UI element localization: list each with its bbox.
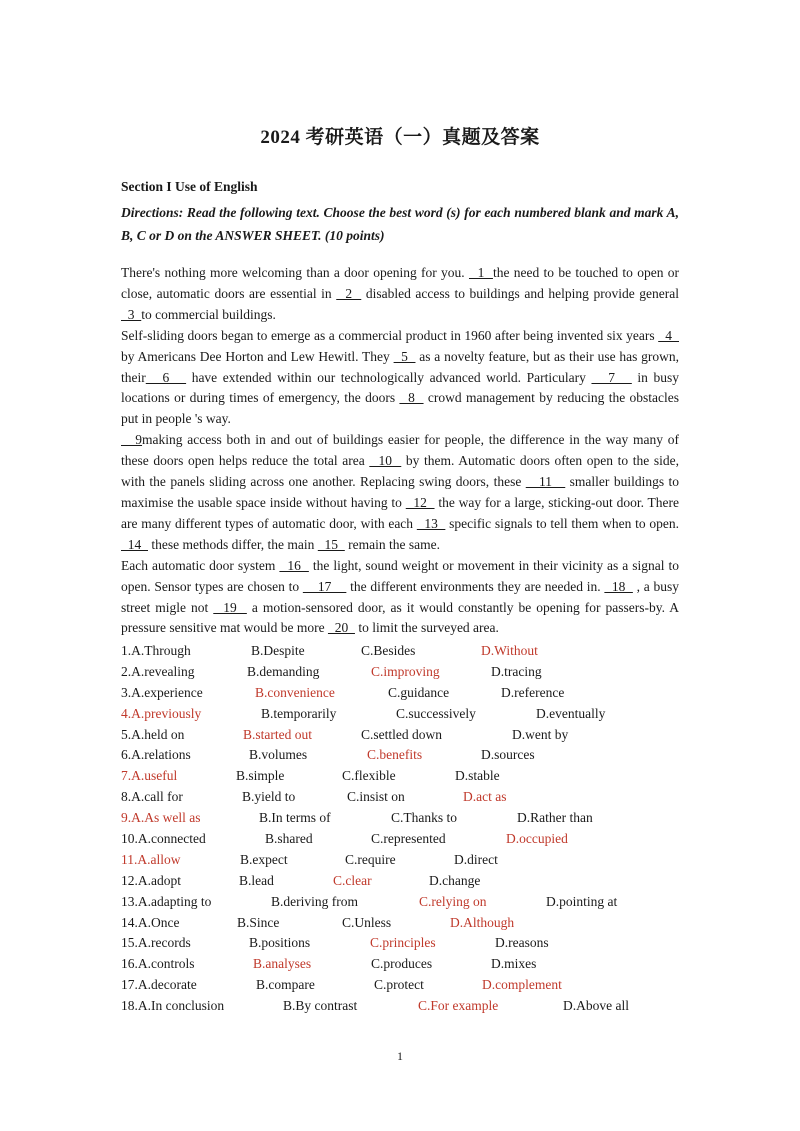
option-a: 10.A.connected (121, 831, 206, 847)
option-b: B.shared (265, 831, 313, 847)
option-b: B.compare (256, 977, 315, 993)
option-c: C.represented (371, 831, 446, 847)
option-c: C.require (345, 851, 396, 867)
option-b: B.Despite (251, 643, 305, 658)
blank-13: 13 (416, 515, 446, 531)
question-row (121, 871, 681, 892)
option-b: B.Since (237, 914, 280, 930)
question-row (121, 850, 681, 871)
page-number: 1 (397, 1049, 403, 1063)
option-d: D.Rather than (517, 810, 593, 826)
option-d: D.reference (501, 684, 565, 700)
question-row (121, 892, 681, 913)
question-row (121, 766, 681, 787)
passage-paragraph-1: There's nothing more welcoming than a door opening for you. 1 the need to be touched to open or close, automatic doors are essential in 2 disabled access to buildings and helping provide general 3 to commercial buildings. (121, 265, 679, 322)
option-d: D.act as (463, 789, 507, 805)
option-c: C.produces (371, 956, 433, 972)
question-row (121, 704, 681, 725)
option-b: B.In terms of (259, 810, 331, 826)
blank-11: 11 (525, 474, 566, 490)
answer-options (121, 641, 681, 1017)
option-a: 5.A.held on (121, 726, 185, 742)
blank-20: 20 (327, 620, 355, 636)
option-a: 13.A.adapting to (121, 893, 212, 909)
question-row (121, 996, 681, 1017)
passage (121, 263, 679, 639)
blank-2: 2 (336, 285, 362, 301)
blank-15: 15 (317, 536, 345, 552)
option-b: B.positions (249, 935, 311, 951)
option-a: 11.A.allow (121, 851, 181, 867)
option-a: 6.A.relations (121, 747, 191, 763)
question-row (121, 933, 681, 954)
option-c: C.insist on (347, 789, 405, 805)
question-row (121, 913, 681, 934)
blank-16: 16 (279, 557, 309, 573)
passage-paragraph-4: Each automatic door system 16 the light, sound weight or movement in their vicinity as a signal to open. Sensor types are chosen to 17 the different environments they are needed in. 18 , a busy street migle not 19 a motion-sensored door, as it would constantly be opening for passers-by. A pressure sensitive mat would be more 20 to limit the surveyed area. (121, 557, 680, 636)
question-row (121, 662, 681, 683)
option-b: B.yield to (242, 789, 296, 805)
option-d: D.occupied (506, 831, 568, 847)
option-d: D.direct (454, 851, 498, 867)
option-d: D.sources (481, 747, 535, 763)
directions: Directions: Read the following text. Choose the best word (s) for each numbered blank and mark A, B, C or D on the ANSWER SHEET. (10 points) (121, 205, 679, 243)
option-c: C.clear (333, 872, 372, 888)
section-heading: Section I Use of English (121, 179, 258, 194)
option-d: D.stable (455, 768, 500, 784)
question-row (121, 725, 681, 746)
question-row (121, 787, 681, 808)
option-a: 4.A.previously (121, 705, 202, 721)
blank-19: 19 (213, 599, 247, 615)
option-d: D.complement (482, 977, 562, 993)
option-d: D.Above all (563, 998, 629, 1014)
option-c: C.guidance (388, 684, 450, 700)
option-c: C.protect (374, 977, 424, 993)
blank-4: 4 (658, 327, 679, 343)
option-d: D.Although (450, 914, 515, 930)
option-a: 17.A.decorate (121, 977, 197, 993)
option-a: 14.A.Once (121, 914, 180, 930)
page-title: 2024 考研英语（一）真题及答案 (260, 127, 540, 148)
passage-paragraph-3: 9making access both in and out of buildings easier for people, the difference in the way many of these doors open helps reduce the total area 10 by them. Automatic doors often open to the side, with the panels sliding across one another. Replacing swing doors, these 11 smaller buildings to maximise the usable space inside without having to 12 the way for a large, sticking-out door. There are many different types of automatic door, with each 13 specific signals to tell them when to open. 14 these methods differ, the main 15 remain the same. (121, 432, 680, 552)
question-row (121, 954, 681, 975)
option-c: C.improving (371, 663, 440, 679)
option-b: B.analyses (253, 956, 312, 972)
option-c: C.settled down (361, 726, 442, 742)
option-a: 12.A.adopt (121, 872, 181, 888)
blank-8: 8 (399, 390, 424, 406)
question-row (121, 683, 681, 704)
blank-17: 17 (302, 578, 347, 594)
question-row (121, 975, 681, 996)
option-a: 3.A.experience (121, 684, 203, 700)
option-a: 16.A.controls (121, 956, 195, 972)
question-row (121, 829, 681, 850)
option-c: C.principles (370, 935, 436, 951)
option-d: D.went by (512, 726, 569, 742)
question-row (121, 808, 681, 829)
option-b: B.By contrast (283, 998, 358, 1014)
option-b: B.deriving from (271, 893, 358, 909)
option-c: C.relying on (419, 893, 487, 909)
question-row (121, 641, 681, 662)
option-b: B.demanding (247, 663, 320, 679)
option-d: D.tracing (491, 663, 542, 679)
option-b: B.temporarily (261, 705, 337, 721)
question-row (121, 745, 681, 766)
option-c: C.Besides (361, 643, 416, 658)
option-c: C.Thanks to (391, 810, 457, 826)
passage-paragraph-2: Self-sliding doors began to emerge as a commercial product in 1960 after being invented six years 4 by Americans Dee Horton and Lew Hewitl. They 5 as a novelty feature, but as their use has grown, their 6 have extended within our technologically advanced world. Particulary 7 in busy locations or during times of emergency, the doors 8 crowd management by reducing the obstacles put in people 's way. (121, 327, 680, 427)
option-a: 9.A.As well as (121, 810, 201, 826)
blank-14: 14 (121, 536, 148, 552)
blank-3: 3 (121, 306, 142, 322)
option-c: C.benefits (367, 747, 423, 763)
option-b: B.volumes (249, 747, 308, 763)
option-c: C.flexible (342, 768, 396, 784)
option-b: B.lead (239, 872, 274, 888)
blank-6: 6 (145, 369, 187, 385)
blank-7: 7 (591, 369, 632, 385)
option-b: B.expect (240, 851, 288, 867)
option-a: 2.A.revealing (121, 663, 195, 679)
option-a: 8.A.call for (121, 789, 183, 805)
option-c: C.successively (396, 705, 476, 721)
option-b: B.simple (236, 768, 285, 784)
blank-5: 5 (393, 348, 416, 364)
option-c: C.For example (418, 998, 499, 1014)
blank-1: 1 (468, 265, 493, 280)
option-a: 7.A.useful (121, 768, 178, 784)
option-d: D.eventually (536, 705, 606, 721)
blank-12: 12 (405, 494, 435, 510)
option-d: D.mixes (491, 956, 537, 972)
option-b: B.convenience (255, 684, 335, 700)
blank-18: 18 (604, 578, 633, 594)
option-a: 1.A.Through (121, 643, 191, 658)
blank-9: 9 (121, 432, 143, 448)
option-a: 18.A.In conclusion (121, 998, 225, 1014)
option-d: D.change (429, 872, 481, 888)
option-d: D.pointing at (546, 893, 618, 909)
option-d: D.reasons (495, 935, 549, 951)
option-c: C.Unless (342, 914, 392, 930)
blank-10: 10 (369, 453, 402, 469)
option-d: D.Without (481, 643, 538, 658)
option-b: B.started out (243, 726, 312, 742)
option-a: 15.A.records (121, 935, 191, 951)
